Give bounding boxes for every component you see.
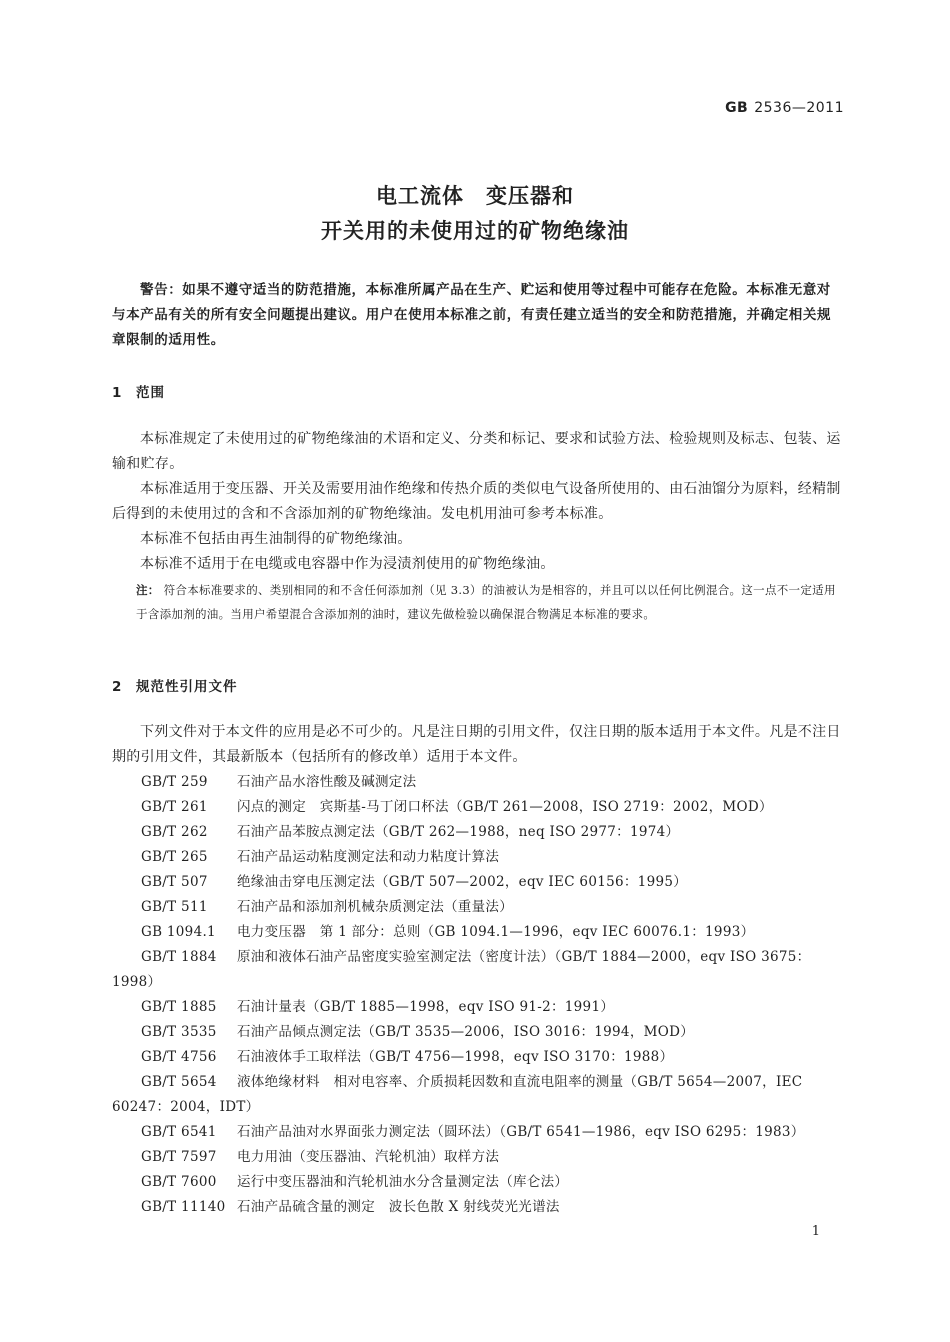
section-2-number: 2	[112, 679, 123, 695]
reference-code: GB/T 261	[141, 799, 208, 815]
reference-code: GB/T 5654	[141, 1074, 217, 1090]
standard-number: 2536—2011	[754, 100, 844, 116]
reference-code: GB/T 507	[141, 874, 208, 890]
reference-title: 石油液体手工取样法（GB/T 4756—1998，eqv ISO 3170：1988）	[237, 1049, 674, 1065]
reference-title: 石油产品和添加剂机械杂质测定法（重量法）	[237, 899, 513, 915]
reference-code: GB/T 1885	[141, 999, 217, 1015]
reference-code: GB/T 1884	[141, 949, 217, 965]
reference-code: GB 1094.1	[141, 924, 216, 940]
section-1-heading	[112, 381, 165, 401]
scope-paragraph-2: 本标准适用于变压器、开关及需要用油作绝缘和传热介质的类似电气设备所使用的、由石油馏分为原料，经精制后得到的未使用过的含和不含添加剂的矿物绝缘油。发电机用油可参考本标准。	[112, 481, 841, 522]
reference-code: GB/T 259	[141, 774, 208, 790]
reference-item	[112, 945, 844, 995]
reference-item	[112, 845, 844, 870]
reference-code: GB/T 6541	[141, 1124, 217, 1140]
reference-item	[112, 1145, 844, 1170]
reference-item	[112, 1120, 844, 1145]
reference-code: GB/T 11140	[141, 1199, 226, 1215]
scope-paragraph-3: 本标准不包括由再生油制得的矿物绝缘油。	[140, 531, 412, 547]
document-title-line1: 电工流体 变压器和	[376, 184, 574, 208]
reference-item	[112, 1045, 844, 1070]
reference-code: GB/T 7600	[141, 1174, 217, 1190]
note-label: 注：	[136, 583, 160, 597]
reference-code: GB/T 4756	[141, 1049, 217, 1065]
scope-paragraph-1: 本标准规定了未使用过的矿物绝缘油的术语和定义、分类和标记、要求和试验方法、检验规则及标志、包装、运输和贮存。	[112, 431, 841, 472]
section-1-title: 范围	[136, 385, 165, 401]
reference-item	[112, 1070, 844, 1120]
reference-item	[112, 1195, 844, 1220]
reference-title: 石油产品苯胺点测定法（GB/T 262—1988，neq ISO 2977：1974）	[237, 824, 680, 840]
document-title-line2: 开关用的未使用过的矿物绝缘油	[321, 219, 629, 243]
reference-item	[112, 770, 844, 795]
section-2-title: 规范性引用文件	[136, 679, 238, 695]
references-intro: 下列文件对于本文件的应用是必不可少的。凡是注日期的引用文件，仅注日期的版本适用于本文件。凡是不注日期的引用文件，其最新版本（包括所有的修改单）适用于本文件。	[112, 724, 841, 765]
reference-item	[112, 870, 844, 895]
reference-code: GB/T 3535	[141, 1024, 217, 1040]
scope-paragraph-4: 本标准不适用于在电缆或电容器中作为浸渍剂使用的矿物绝缘油。	[140, 556, 555, 572]
reference-item	[112, 820, 844, 845]
warning-paragraph: 警告：如果不遵守适当的防范措施，本标准所属产品在生产、贮运和使用等过程中可能存在危险。本标准无意对与本产品有关的所有安全问题提出建议。用户在使用本标准之前，有责任建立适当的安全和防范措施，并确定相关规章限制的适用性。	[112, 282, 832, 348]
reference-item	[112, 1170, 844, 1195]
reference-item	[112, 895, 844, 920]
reference-item	[112, 995, 844, 1020]
reference-title: 电力变压器 第 1 部分：总则（GB 1094.1—1996，eqv IEC 60076.1：1993）	[237, 924, 755, 940]
reference-title: 原油和液体石油产品密度实验室测定法（密度计法）（GB/T 1884—2000，eqv ISO 3675：1998）	[112, 949, 811, 990]
reference-title: 石油产品水溶性酸及碱测定法	[237, 774, 417, 790]
reference-title: 电力用油（变压器油、汽轮机油）取样方法	[237, 1149, 500, 1165]
reference-code: GB/T 7597	[141, 1149, 217, 1165]
reference-title: 石油产品硫含量的测定 波长色散 X 射线荧光光谱法	[237, 1199, 560, 1215]
standard-prefix: GB	[725, 100, 749, 116]
reference-code: GB/T 265	[141, 849, 208, 865]
reference-item	[112, 1020, 844, 1045]
reference-title: 运行中变压器油和汽轮机油水分含量测定法（库仑法）	[237, 1174, 569, 1190]
reference-title: 闪点的测定 宾斯基-马丁闭口杯法（GB/T 261—2008，ISO 2719：2002，MOD）	[237, 799, 773, 815]
reference-title: 石油产品倾点测定法（GB/T 3535—2006，ISO 3016：1994，MOD）	[237, 1024, 695, 1040]
reference-title: 绝缘油击穿电压测定法（GB/T 507—2002，eqv IEC 60156：1995）	[237, 874, 688, 890]
scope-note	[136, 578, 844, 626]
standard-code	[725, 100, 844, 116]
reference-code: GB/T 262	[141, 824, 208, 840]
section-1-number: 1	[112, 385, 123, 401]
reference-code: GB/T 511	[141, 899, 208, 915]
reference-title: 石油产品油对水界面张力测定法（圆环法）（GB/T 6541—1986，eqv ISO 6295：1983）	[237, 1124, 805, 1140]
section-2-heading	[112, 675, 238, 695]
note-text: 符合本标准要求的、类别相同的和不含任何添加剂（见 3.3）的油被认为是相容的，并且可以以任何比例混合。这一点不一定适用于含添加剂的油。当用户希望混合含添加剂的油时，建议先做检验以确保混合物满足本标准的要求。	[136, 583, 836, 621]
reference-title: 石油计量表（GB/T 1885—1998，eqv ISO 91-2：1991）	[237, 999, 615, 1015]
page-number: 1	[811, 1224, 820, 1239]
reference-item	[112, 920, 844, 945]
reference-item	[112, 795, 844, 820]
reference-title: 液体绝缘材料 相对电容率、介质损耗因数和直流电阻率的测量（GB/T 5654—2007，IEC 60247：2004，IDT）	[112, 1074, 803, 1115]
reference-title: 石油产品运动粘度测定法和动力粘度计算法	[237, 849, 500, 865]
